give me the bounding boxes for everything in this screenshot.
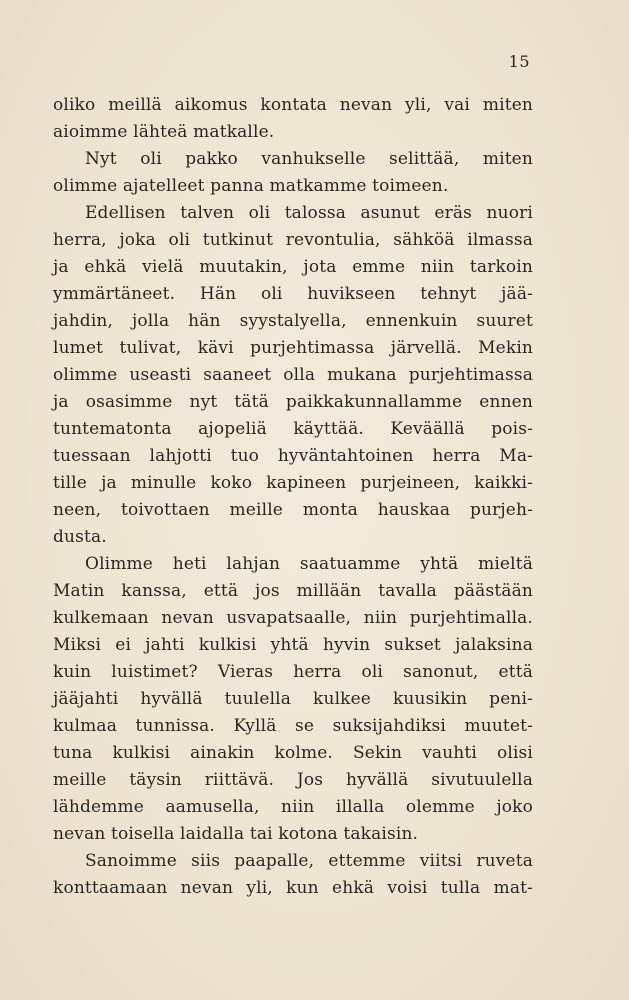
text-line: Nyt oli pakko vanhukselle selittää, miten: [85, 149, 533, 169]
text-line: ja ehkä vielä muutakin, jota emme niin tarkoin: [53, 257, 533, 277]
text-line: konttaamaan nevan yli, kun ehkä voisi tulla mat-: [53, 878, 533, 898]
text-line: herra, joka oli tutkinut revontulia, sähköä ilmassa: [53, 230, 533, 250]
text-line: Edellisen talven oli talossa asunut eräs nuori: [85, 203, 533, 223]
text-line: Matin kanssa, että jos millään tavalla päästään: [53, 581, 533, 601]
body-text: [53, 92, 533, 902]
text-line: kuin luistimet? Vieras herra oli sanonut, että: [53, 662, 533, 682]
text-line: olimme ajatelleet panna matkamme toimeen.: [53, 176, 449, 196]
text-line: Miksi ei jahti kulkisi yhtä hyvin sukset jalaksina: [53, 635, 533, 655]
text-line: neen, toivottaen meille monta hauskaa purjeh-: [53, 500, 533, 520]
text-line: kulmaa tunnissa. Kyllä se suksijahdiksi muutet-: [53, 716, 533, 736]
text-line: Sanoimme siis paapalle, ettemme viitsi ruveta: [85, 851, 533, 871]
text-line: kulkemaan nevan usvapatsaalle, niin purjehtimalla.: [53, 608, 533, 628]
text-line: tuessaan lahjotti tuo hyväntahtoinen herra Ma-: [53, 446, 533, 466]
page-number: 15: [508, 52, 530, 71]
text-line: nevan toisella laidalla tai kotona takaisin.: [53, 824, 419, 844]
text-line: jääjahti hyvällä tuulella kulkee kuusikin peni-: [53, 689, 533, 709]
text-line: jahdin, jolla hän syystalyella, ennenkuin suuret: [53, 311, 533, 331]
text-line: aioimme lähteä matkalle.: [53, 122, 275, 142]
text-line: tuntematonta ajopeliä käyttää. Keväällä pois-: [53, 419, 533, 439]
text-line: meille täysin riittävä. Jos hyvällä sivutuulella: [53, 770, 533, 790]
text-line: oliko meillä aikomus kontata nevan yli, vai miten: [53, 95, 533, 115]
text-line: lumet tulivat, kävi purjehtimassa järvellä. Mekin: [53, 338, 533, 358]
text-line: lähdemme aamusella, niin illalla olemme joko: [53, 797, 533, 817]
text-line: tuna kulkisi ainakin kolme. Sekin vauhti olisi: [53, 743, 533, 763]
text-line: ymmärtäneet. Hän oli huvikseen tehnyt jää-: [53, 284, 533, 304]
text-line: ja osasimme nyt tätä paikkakunnallamme ennen: [53, 392, 533, 412]
text-line: dusta.: [53, 527, 107, 547]
text-line: olimme useasti saaneet olla mukana purjehtimassa: [53, 365, 533, 385]
text-line: tille ja minulle koko kapineen purjeineen, kaikki-: [53, 473, 533, 493]
text-line: Olimme heti lahjan saatuamme yhtä mieltä: [85, 554, 533, 574]
